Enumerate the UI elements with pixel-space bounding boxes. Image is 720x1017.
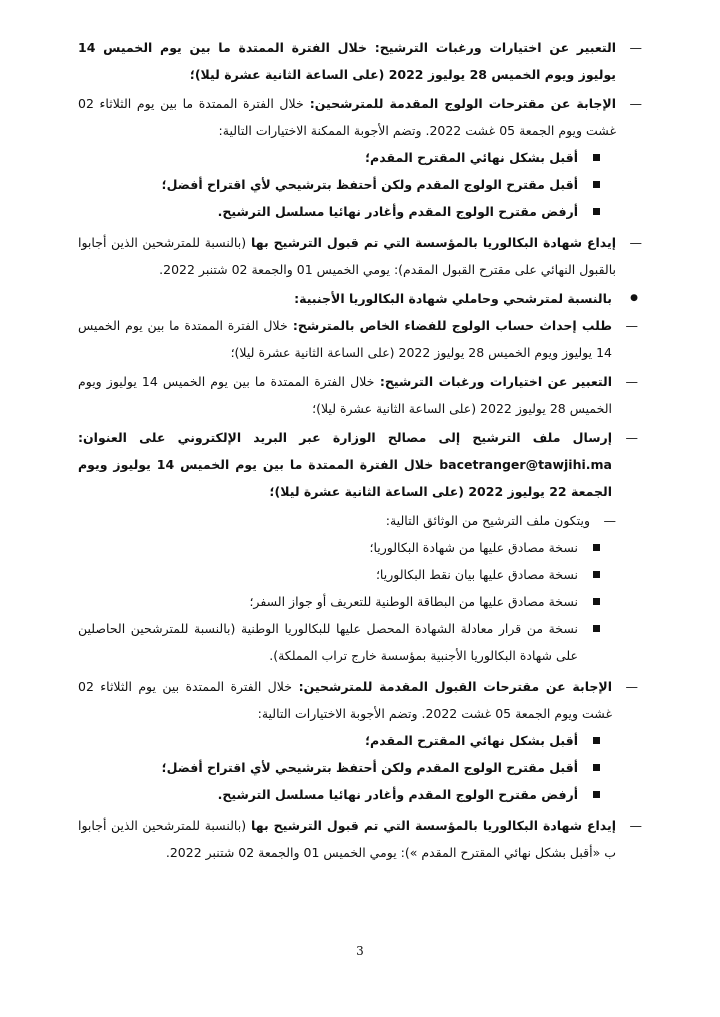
s2-p6-text: (بالنسبة للمترشحين الذين أجابوا ب «أقبل بشكل نهائي المقترح المقدم »): يومي الخميس 01 والجمعة 02 شتنبر 2022. <box>78 818 616 860</box>
s1-p1-lead: التعبير عن اختيارات ورغبات الترشيح: <box>366 40 616 55</box>
s1-paragraph-deposit <box>78 229 642 283</box>
s2-p1-lead: طلب إحداث حساب الولوج للفضاء الخاص بالمترشح: <box>287 318 612 333</box>
s1-option-3: أرفض مقترح الولوج المقدم وأغادر نهائيا مسلسل الترشيح. <box>78 198 600 225</box>
s1-p2-text: خلال الفترة الممتدة ما بين يوم الثلاثاء 02 غشت ويوم الجمعة 05 غشت 2022. وتضم الأجوبة الممكنة الاختيارات التالية: <box>78 96 616 138</box>
s2-paragraph-deposit <box>78 812 642 866</box>
s2-paragraph-choices <box>78 368 638 422</box>
s2-option-2: أقبل مقترح الولوج المقدم ولكن أحتفظ بترشيحي لأي اقتراح أفضل؛ <box>78 754 600 781</box>
s2-paragraph-documents-intro: — ويتكون ملف الترشيح من الوثائق التالية: <box>78 507 616 534</box>
s2-p3-lead: إرسال ملف الترشيح إلى مصالح الوزارة عبر البريد الإلكتروني على العنوان: <box>78 430 612 445</box>
s1-p3-lead: إيداع شهادة البكالوريا بالمؤسسة التي تم قبول الترشيح بها <box>246 235 616 250</box>
s2-p2-lead: التعبير عن اختيارات ورغبات الترشيح: <box>374 374 612 389</box>
s2-option-1: أقبل بشكل نهائي المقترح المقدم؛ <box>78 727 600 754</box>
s1-option-2: أقبل مقترح الولوج المقدم ولكن أحتفظ بترشيحي لأي اقتراح أفضل؛ <box>78 171 600 198</box>
s2-p2-text: خلال الفترة الممتدة ما بين يوم الخميس 14 يوليوز ويوم الخميس 28 يوليوز 2022 (على الساعة الثانية عشرة ليلا)؛ <box>78 374 612 416</box>
s2-option-3: أرفض مقترح الولوج المقدم وأغادر نهائيا مسلسل الترشيح. <box>78 781 600 808</box>
s2-heading: ● بالنسبة لمترشحي وحاملي شهادة البكالوريا الأجنبية: <box>78 285 642 312</box>
s2-document-3: نسخة مصادق عليها من البطاقة الوطنية للتعريف أو جواز السفر؛ <box>78 588 600 615</box>
s2-paragraph-account <box>78 312 638 366</box>
s1-option-1: أقبل بشكل نهائي المقترح المقدم؛ <box>78 144 600 171</box>
s2-p3-text: خلال الفترة الممتدة ما بين يوم الخميس 14 يوليوز ويوم الجمعة 22 يوليوز 2022 (على الساعة الثانية عشرة ليلا)؛ <box>78 457 612 499</box>
s2-document-1: نسخة مصادق عليها من شهادة البكالوريا؛ <box>78 534 600 561</box>
s2-paragraph-email <box>78 424 638 505</box>
s2-p5-text: خلال الفترة الممتدة بين يوم الثلاثاء 02 غشت ويوم الجمعة 05 غشت 2022. وتضم الأجوبة الاختيارات التالية: <box>78 679 612 721</box>
s1-p3-text: (بالنسبة للمترشحين الذين أجابوا بالقبول النهائي على مقترح القبول المقدم): يومي الخميس 01 والجمعة 02 شتنبر 2022. <box>78 235 616 277</box>
page-number: 3 <box>356 944 364 958</box>
s1-paragraph-choices <box>78 34 642 88</box>
s2-p5-lead: الإجابة عن مقترحات القبول المقدمة للمترشحين: <box>291 679 612 694</box>
s1-p1-text: خلال الفترة الممتدة ما بين يوم الخميس 14 يوليوز ويوم الخميس 28 يوليوز 2022 (على الساعة الثانية عشرة ليلا)؛ <box>78 40 616 82</box>
s2-p6-lead: إيداع شهادة البكالوريا بالمؤسسة التي تم قبول الترشيح بها <box>246 818 616 833</box>
s2-p1-text: خلال الفترة الممتدة ما بين يوم الخميس 14 يوليوز ويوم الخميس 28 يوليوز 2022 (على الساعة الثانية عشرة ليلا)؛ <box>78 318 612 360</box>
s2-paragraph-responses <box>78 673 638 727</box>
s1-p2-lead: الإجابة عن مقترحات الولوج المقدمة للمترشحين: <box>303 96 616 111</box>
s2-email-address: bacetranger@tawjihi.ma <box>439 457 612 472</box>
s2-document-4: نسخة من قرار معادلة الشهادة المحصل عليها للبكالوريا الوطنية (بالنسبة للمترشحين الحاصلين على شهادة البكالوريا الأجنبية بمؤسسة خارج تراب المملكة). <box>78 615 600 669</box>
s1-paragraph-responses <box>78 90 642 144</box>
s2-document-2: نسخة مصادق عليها بيان نقط البكالوريا؛ <box>78 561 600 588</box>
